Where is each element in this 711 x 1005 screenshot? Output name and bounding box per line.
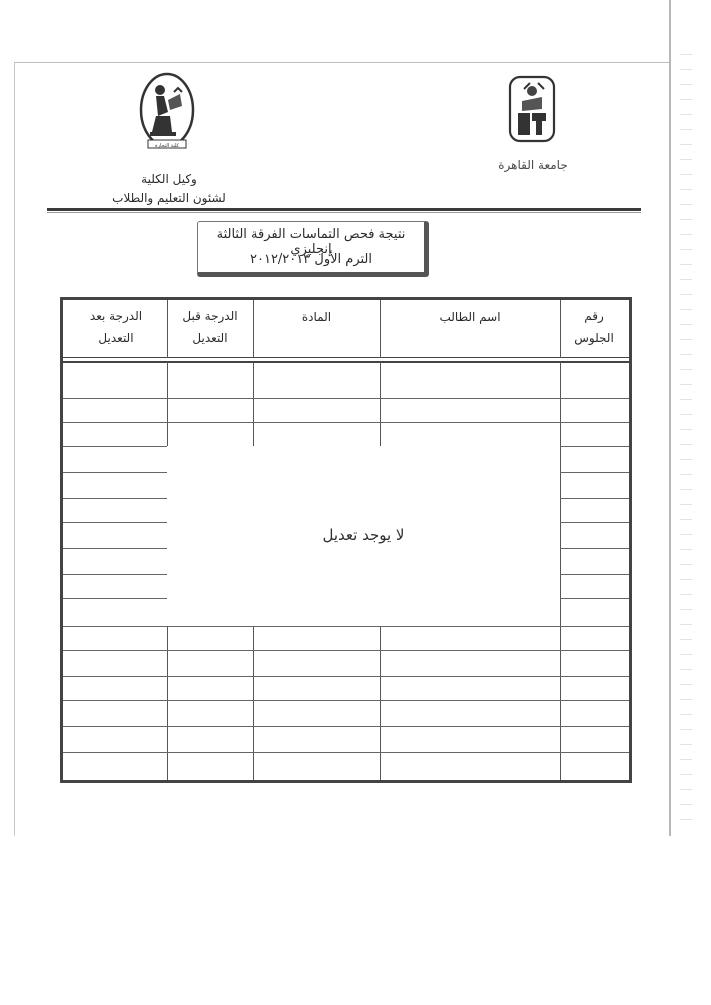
header-student-name: اسم الطالب [439, 310, 501, 324]
column-divider [560, 362, 561, 780]
row-divider [560, 548, 629, 549]
header-column-divider [253, 300, 254, 358]
table-header-separator [63, 357, 629, 363]
row-divider [63, 398, 629, 399]
row-divider [63, 626, 629, 627]
header-column-divider [560, 300, 561, 358]
header-grade-before: الدرجة قبل التعديل [182, 309, 238, 345]
merged-cell [167, 446, 560, 626]
row-divider [560, 522, 629, 523]
header-divider-thin [47, 212, 641, 213]
document-title: نتيجة فحص التماسات الفرقة الثالثة إنجليزي [216, 227, 406, 257]
header-column-divider [167, 300, 168, 358]
faculty-office-line1: وكيل الكلية [141, 172, 197, 186]
row-divider [63, 726, 629, 727]
row-divider [63, 700, 629, 701]
document-subtitle: الترم الأول ٢٠١٢/٢٠١٣ [250, 252, 372, 267]
column-divider [253, 362, 254, 446]
document-title-box [197, 221, 429, 277]
header-subject: المادة [301, 310, 332, 324]
university-name: جامعة القاهرة [498, 158, 568, 172]
header-column-divider [380, 300, 381, 358]
row-divider [63, 574, 167, 575]
university-logo-icon [508, 75, 556, 147]
row-divider [560, 498, 629, 499]
scan-edge-left [14, 62, 15, 836]
row-divider [560, 574, 629, 575]
header-seat-number: رقم الجلوس [574, 309, 614, 345]
scan-edge-right [669, 0, 671, 836]
row-divider [63, 548, 167, 549]
row-divider [63, 676, 629, 677]
row-divider [63, 498, 167, 499]
scan-noise [680, 40, 692, 820]
header-grade-after: الدرجة بعد التعديل [89, 309, 143, 345]
row-divider [63, 752, 629, 753]
row-divider [63, 522, 167, 523]
row-divider [560, 598, 629, 599]
faculty-logo-icon [138, 72, 196, 152]
row-divider [63, 422, 629, 423]
row-divider [63, 472, 167, 473]
header-divider [47, 208, 641, 211]
faculty-office-line2: لشئون التعليم والطلاب [112, 191, 226, 205]
faculty-office-text [104, 170, 234, 208]
column-divider [380, 362, 381, 446]
logo-caption: كلية التجارة [154, 143, 180, 149]
no-change-message: لا يوجد تعديل [322, 526, 405, 544]
row-divider [63, 650, 629, 651]
row-divider [63, 598, 167, 599]
row-divider [560, 472, 629, 473]
scan-edge-top [14, 62, 671, 63]
